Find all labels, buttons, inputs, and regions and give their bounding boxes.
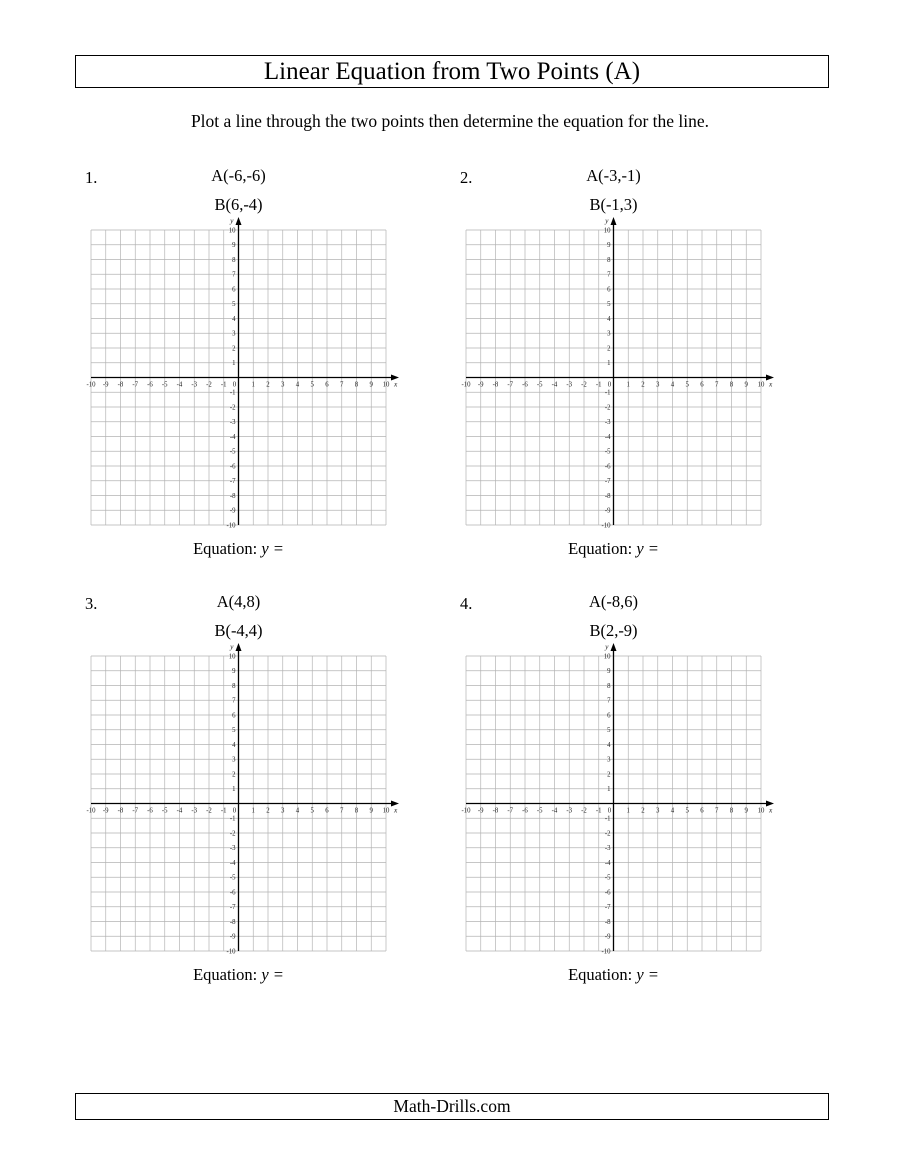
svg-text:1: 1	[626, 381, 630, 389]
problem-number: 4.	[460, 594, 473, 613]
svg-text:-7: -7	[507, 807, 514, 815]
footer-text: Math-Drills.com	[393, 1096, 511, 1116]
svg-text:10: 10	[757, 381, 765, 389]
svg-text:-4: -4	[176, 381, 183, 389]
svg-text:-10: -10	[601, 948, 611, 956]
svg-text:3: 3	[607, 330, 611, 338]
svg-text:-10: -10	[86, 381, 96, 389]
point-a-label: A(4,8)	[216, 592, 261, 611]
svg-text:2: 2	[266, 807, 270, 815]
svg-text:2: 2	[232, 771, 236, 779]
svg-text:-7: -7	[507, 381, 514, 389]
svg-text:0: 0	[607, 381, 612, 389]
problem-number: 3.	[85, 594, 98, 613]
equation-label: Equation:	[193, 539, 258, 558]
svg-text:10: 10	[228, 653, 236, 661]
svg-text:2: 2	[607, 345, 611, 353]
svg-text:5: 5	[232, 301, 236, 309]
svg-text:6: 6	[700, 807, 704, 815]
svg-text:0: 0	[232, 381, 237, 389]
equation-label: Equation:	[568, 539, 633, 558]
svg-text:-6: -6	[147, 807, 153, 815]
svg-text:2: 2	[232, 345, 236, 353]
svg-text:-9: -9	[604, 507, 611, 515]
svg-text:-7: -7	[132, 807, 139, 815]
svg-text:-10: -10	[226, 522, 236, 530]
svg-text:6: 6	[325, 381, 329, 389]
svg-text:-1: -1	[595, 381, 602, 389]
problem-4	[452, 586, 784, 985]
svg-text:-4: -4	[551, 381, 558, 389]
equation-label: Equation:	[568, 965, 633, 984]
svg-text:6: 6	[700, 381, 704, 389]
svg-text:-9: -9	[229, 933, 236, 941]
svg-text:x: x	[394, 379, 398, 389]
svg-text:-8: -8	[492, 381, 499, 389]
svg-text:-8: -8	[492, 807, 499, 815]
svg-text:1: 1	[607, 360, 611, 368]
svg-text:1: 1	[232, 786, 236, 794]
svg-text:-10: -10	[601, 522, 611, 530]
svg-text:x: x	[769, 805, 773, 815]
point-a-label: A(-3,-1)	[586, 166, 641, 185]
svg-text:6: 6	[232, 286, 236, 294]
problem-4-header	[452, 586, 784, 642]
svg-text:-7: -7	[229, 904, 236, 912]
footer-box	[75, 1093, 829, 1120]
equation-variable: y =	[261, 965, 284, 984]
svg-text:8: 8	[354, 381, 359, 389]
svg-text:5: 5	[310, 381, 314, 389]
svg-text:5: 5	[685, 381, 689, 389]
svg-text:7: 7	[232, 697, 236, 705]
svg-text:-3: -3	[566, 381, 573, 389]
svg-text:-1: -1	[229, 389, 236, 397]
problem-3-header	[77, 586, 409, 642]
equation-line	[77, 965, 400, 985]
svg-text:-1: -1	[604, 389, 611, 397]
svg-text:-5: -5	[536, 381, 543, 389]
svg-text:1: 1	[251, 807, 255, 815]
svg-text:-4: -4	[604, 433, 611, 441]
svg-text:6: 6	[607, 712, 611, 720]
svg-text:-4: -4	[551, 807, 558, 815]
point-b-label: B(-1,3)	[589, 195, 638, 214]
svg-text:-6: -6	[522, 381, 528, 389]
svg-text:4: 4	[295, 807, 300, 815]
svg-text:10: 10	[757, 807, 765, 815]
svg-text:-5: -5	[536, 807, 543, 815]
problem-number: 1.	[85, 168, 98, 187]
svg-text:4: 4	[670, 381, 675, 389]
equation-label: Equation:	[193, 965, 258, 984]
svg-text:6: 6	[607, 286, 611, 294]
svg-text:-1: -1	[595, 807, 602, 815]
svg-text:8: 8	[232, 682, 236, 690]
svg-text:-3: -3	[229, 845, 236, 853]
svg-text:3: 3	[607, 756, 611, 764]
problem-points	[452, 586, 775, 645]
equation-line	[452, 539, 775, 559]
svg-text:-5: -5	[604, 874, 611, 882]
worksheet-title: Linear Equation from Two Points (A)	[263, 57, 641, 85]
svg-text:-5: -5	[161, 381, 168, 389]
svg-text:-10: -10	[461, 807, 471, 815]
svg-text:7: 7	[340, 807, 344, 815]
svg-text:7: 7	[232, 271, 236, 279]
svg-text:5: 5	[607, 727, 611, 735]
svg-text:2: 2	[641, 381, 645, 389]
svg-text:-4: -4	[229, 859, 236, 867]
svg-text:x: x	[394, 805, 398, 815]
svg-text:-4: -4	[604, 859, 611, 867]
svg-text:-8: -8	[604, 492, 611, 500]
svg-text:-3: -3	[229, 419, 236, 427]
svg-text:-2: -2	[229, 830, 236, 838]
problem-2-header	[452, 160, 784, 216]
svg-text:10: 10	[382, 381, 390, 389]
svg-text:-8: -8	[117, 381, 124, 389]
svg-text:7: 7	[715, 807, 719, 815]
svg-text:-8: -8	[229, 492, 236, 500]
svg-text:-8: -8	[604, 918, 611, 926]
svg-text:-3: -3	[191, 381, 198, 389]
point-b-label: B(6,-4)	[214, 195, 263, 214]
svg-text:10: 10	[603, 653, 611, 661]
point-a-label: A(-6,-6)	[211, 166, 266, 185]
svg-text:-3: -3	[604, 845, 611, 853]
svg-text:-1: -1	[220, 381, 227, 389]
svg-text:-2: -2	[206, 807, 212, 815]
svg-text:-9: -9	[229, 507, 236, 515]
svg-text:2: 2	[641, 807, 645, 815]
title-box	[75, 55, 829, 88]
svg-text:y: y	[605, 642, 609, 651]
svg-text:10: 10	[228, 227, 236, 235]
svg-text:-10: -10	[226, 948, 236, 956]
svg-text:-6: -6	[522, 807, 528, 815]
svg-text:1: 1	[251, 381, 255, 389]
svg-text:8: 8	[354, 807, 359, 815]
svg-text:3: 3	[281, 381, 285, 389]
svg-text:3: 3	[656, 381, 660, 389]
svg-text:-5: -5	[161, 807, 168, 815]
svg-text:2: 2	[607, 771, 611, 779]
svg-text:-7: -7	[604, 478, 611, 486]
svg-text:y: y	[605, 216, 609, 225]
svg-text:9: 9	[607, 668, 611, 676]
svg-text:4: 4	[232, 315, 236, 323]
svg-text:8: 8	[607, 682, 611, 690]
equation-line	[452, 965, 775, 985]
svg-text:5: 5	[607, 301, 611, 309]
svg-text:6: 6	[232, 712, 236, 720]
coordinate-grid	[452, 216, 784, 532]
svg-text:-5: -5	[604, 448, 611, 456]
svg-text:5: 5	[310, 807, 314, 815]
point-b-label: B(2,-9)	[589, 621, 638, 640]
svg-text:-9: -9	[477, 807, 484, 815]
svg-text:1: 1	[607, 786, 611, 794]
coordinate-grid	[452, 642, 784, 958]
problem-3	[77, 586, 409, 985]
svg-text:-2: -2	[581, 807, 587, 815]
svg-text:9: 9	[744, 807, 748, 815]
svg-text:4: 4	[607, 315, 611, 323]
svg-text:6: 6	[325, 807, 329, 815]
equation-line	[77, 539, 400, 559]
svg-text:-6: -6	[604, 889, 611, 897]
svg-text:-8: -8	[229, 918, 236, 926]
svg-text:8: 8	[729, 381, 734, 389]
svg-text:7: 7	[607, 697, 611, 705]
svg-text:3: 3	[232, 756, 236, 764]
svg-text:-7: -7	[604, 904, 611, 912]
problem-1-header	[77, 160, 409, 216]
svg-text:-6: -6	[604, 463, 611, 471]
svg-text:-7: -7	[132, 381, 139, 389]
svg-text:-9: -9	[102, 807, 109, 815]
problem-points	[452, 160, 775, 219]
svg-text:0: 0	[232, 807, 237, 815]
coordinate-grid	[77, 642, 409, 958]
instruction-text: Plot a line through the two points then determine the equation for the line.	[190, 111, 710, 131]
svg-text:7: 7	[340, 381, 344, 389]
svg-text:-1: -1	[604, 815, 611, 823]
svg-text:8: 8	[729, 807, 734, 815]
equation-variable: y =	[636, 539, 659, 558]
svg-text:-4: -4	[229, 433, 236, 441]
svg-text:10: 10	[382, 807, 390, 815]
svg-text:-9: -9	[102, 381, 109, 389]
svg-text:3: 3	[281, 807, 285, 815]
svg-text:-5: -5	[229, 874, 236, 882]
svg-text:-1: -1	[220, 807, 227, 815]
svg-text:9: 9	[232, 668, 236, 676]
svg-text:4: 4	[607, 741, 611, 749]
problem-1	[77, 160, 409, 559]
svg-text:0: 0	[607, 807, 612, 815]
point-b-label: B(-4,4)	[214, 621, 263, 640]
svg-text:-7: -7	[229, 478, 236, 486]
svg-text:9: 9	[369, 807, 373, 815]
problem-2	[452, 160, 784, 559]
equation-variable: y =	[261, 539, 284, 558]
svg-text:-10: -10	[461, 381, 471, 389]
problem-points	[77, 586, 400, 645]
svg-text:-2: -2	[604, 404, 611, 412]
svg-text:3: 3	[232, 330, 236, 338]
svg-text:7: 7	[715, 381, 719, 389]
svg-text:-6: -6	[229, 889, 236, 897]
svg-text:9: 9	[369, 381, 373, 389]
svg-text:y: y	[230, 216, 234, 225]
point-a-label: A(-8,6)	[588, 592, 639, 611]
problem-number: 2.	[460, 168, 473, 187]
svg-text:-2: -2	[229, 404, 236, 412]
svg-text:9: 9	[607, 242, 611, 250]
svg-text:7: 7	[607, 271, 611, 279]
svg-text:-3: -3	[604, 419, 611, 427]
svg-text:-1: -1	[229, 815, 236, 823]
svg-text:-6: -6	[147, 381, 153, 389]
svg-text:-10: -10	[86, 807, 96, 815]
svg-text:5: 5	[232, 727, 236, 735]
svg-text:-6: -6	[229, 463, 236, 471]
svg-text:-9: -9	[477, 381, 484, 389]
svg-text:9: 9	[744, 381, 748, 389]
svg-text:x: x	[769, 379, 773, 389]
svg-text:y: y	[230, 642, 234, 651]
svg-text:4: 4	[670, 807, 675, 815]
svg-text:-9: -9	[604, 933, 611, 941]
svg-text:8: 8	[607, 256, 611, 264]
svg-text:2: 2	[266, 381, 270, 389]
svg-text:9: 9	[232, 242, 236, 250]
svg-text:10: 10	[603, 227, 611, 235]
svg-text:3: 3	[656, 807, 660, 815]
svg-text:-4: -4	[176, 807, 183, 815]
coordinate-grid	[77, 216, 409, 532]
svg-text:5: 5	[685, 807, 689, 815]
problem-points	[77, 160, 400, 219]
svg-text:-8: -8	[117, 807, 124, 815]
svg-text:-3: -3	[191, 807, 198, 815]
equation-variable: y =	[636, 965, 659, 984]
svg-text:-5: -5	[229, 448, 236, 456]
svg-text:-2: -2	[604, 830, 611, 838]
svg-text:-2: -2	[581, 381, 587, 389]
svg-text:8: 8	[232, 256, 236, 264]
svg-text:1: 1	[626, 807, 630, 815]
svg-text:1: 1	[232, 360, 236, 368]
svg-text:4: 4	[232, 741, 236, 749]
svg-text:-3: -3	[566, 807, 573, 815]
svg-text:-2: -2	[206, 381, 212, 389]
svg-text:4: 4	[295, 381, 300, 389]
